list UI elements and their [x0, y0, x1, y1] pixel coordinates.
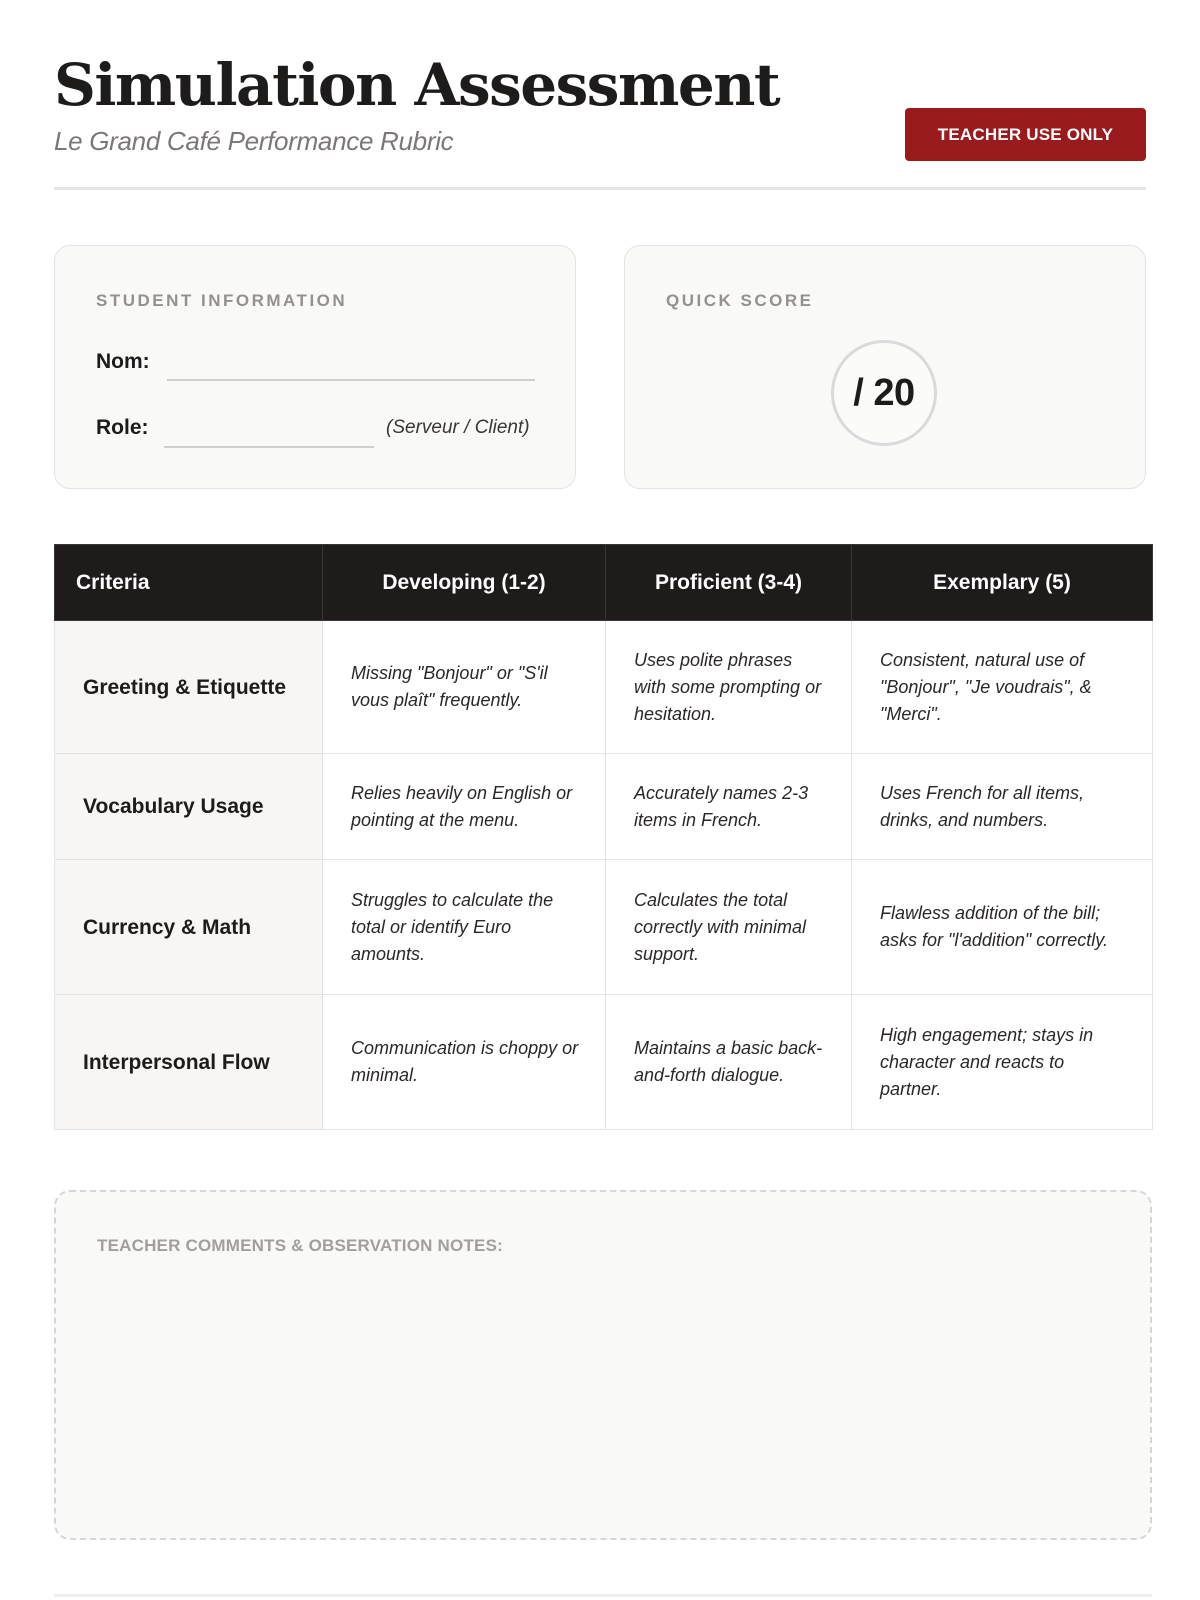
table-row	[55, 754, 1153, 860]
developing-cell: Communication is choppy or minimal.	[323, 995, 606, 1130]
table-row	[55, 995, 1153, 1130]
criteria-cell: Greeting & Etiquette	[55, 621, 323, 754]
footer-divider	[54, 1594, 1152, 1597]
criteria-cell: Currency & Math	[55, 860, 323, 995]
header-criteria: Criteria	[55, 545, 323, 621]
proficient-cell: Maintains a basic back-and-forth dialogue.	[606, 995, 852, 1130]
criteria-cell: Vocabulary Usage	[55, 754, 323, 860]
teacher-comments-label: TEACHER COMMENTS & OBSERVATION NOTES:	[97, 1236, 503, 1255]
header-exemplary: Exemplary (5)	[852, 545, 1153, 621]
proficient-cell: Accurately names 2-3 items in French.	[606, 754, 852, 860]
nom-field[interactable]	[167, 379, 535, 381]
header-developing: Developing (1-2)	[323, 545, 606, 621]
page-header	[54, 0, 1146, 190]
quick-score-label: QUICK SCORE	[666, 291, 814, 310]
proficient-cell: Calculates the total correctly with minimal support.	[606, 860, 852, 995]
developing-cell: Relies heavily on English or pointing at the menu.	[323, 754, 606, 860]
developing-cell: Struggles to calculate the total or identify Euro amounts.	[323, 860, 606, 995]
role-field[interactable]	[164, 446, 374, 448]
header-proficient: Proficient (3-4)	[606, 545, 852, 621]
rubric-table	[54, 544, 1153, 1130]
role-label: Role:	[96, 416, 149, 439]
developing-cell: Missing "Bonjour" or "S'il vous plaît" frequently.	[323, 621, 606, 754]
exemplary-cell: Consistent, natural use of "Bonjour", "Je voudrais", & "Merci".	[852, 621, 1153, 754]
teacher-use-badge: TEACHER USE ONLY	[905, 108, 1146, 161]
table-row	[55, 860, 1153, 995]
exemplary-cell: High engagement; stays in character and reacts to partner.	[852, 995, 1153, 1130]
page-subtitle: Le Grand Café Performance Rubric	[54, 126, 454, 156]
quick-score-card	[624, 245, 1146, 489]
criteria-cell: Interpersonal Flow	[55, 995, 323, 1130]
student-information-label: STUDENT INFORMATION	[96, 291, 348, 310]
proficient-cell: Uses polite phrases with some prompting or hesitation.	[606, 621, 852, 754]
exemplary-cell: Uses French for all items, drinks, and numbers.	[852, 754, 1153, 860]
table-row	[55, 621, 1153, 754]
teacher-comments-box[interactable]	[54, 1190, 1152, 1540]
page-title: Simulation Assessment	[54, 51, 780, 119]
nom-label: Nom:	[96, 350, 150, 373]
student-information-card	[54, 245, 576, 489]
exemplary-cell: Flawless addition of the bill; asks for "l'addition" correctly.	[852, 860, 1153, 995]
role-hint: (Serveur / Client)	[386, 417, 530, 438]
rubric-header-row	[55, 545, 1153, 621]
info-cards	[54, 245, 1146, 489]
score-circle[interactable]: / 20	[831, 340, 937, 446]
